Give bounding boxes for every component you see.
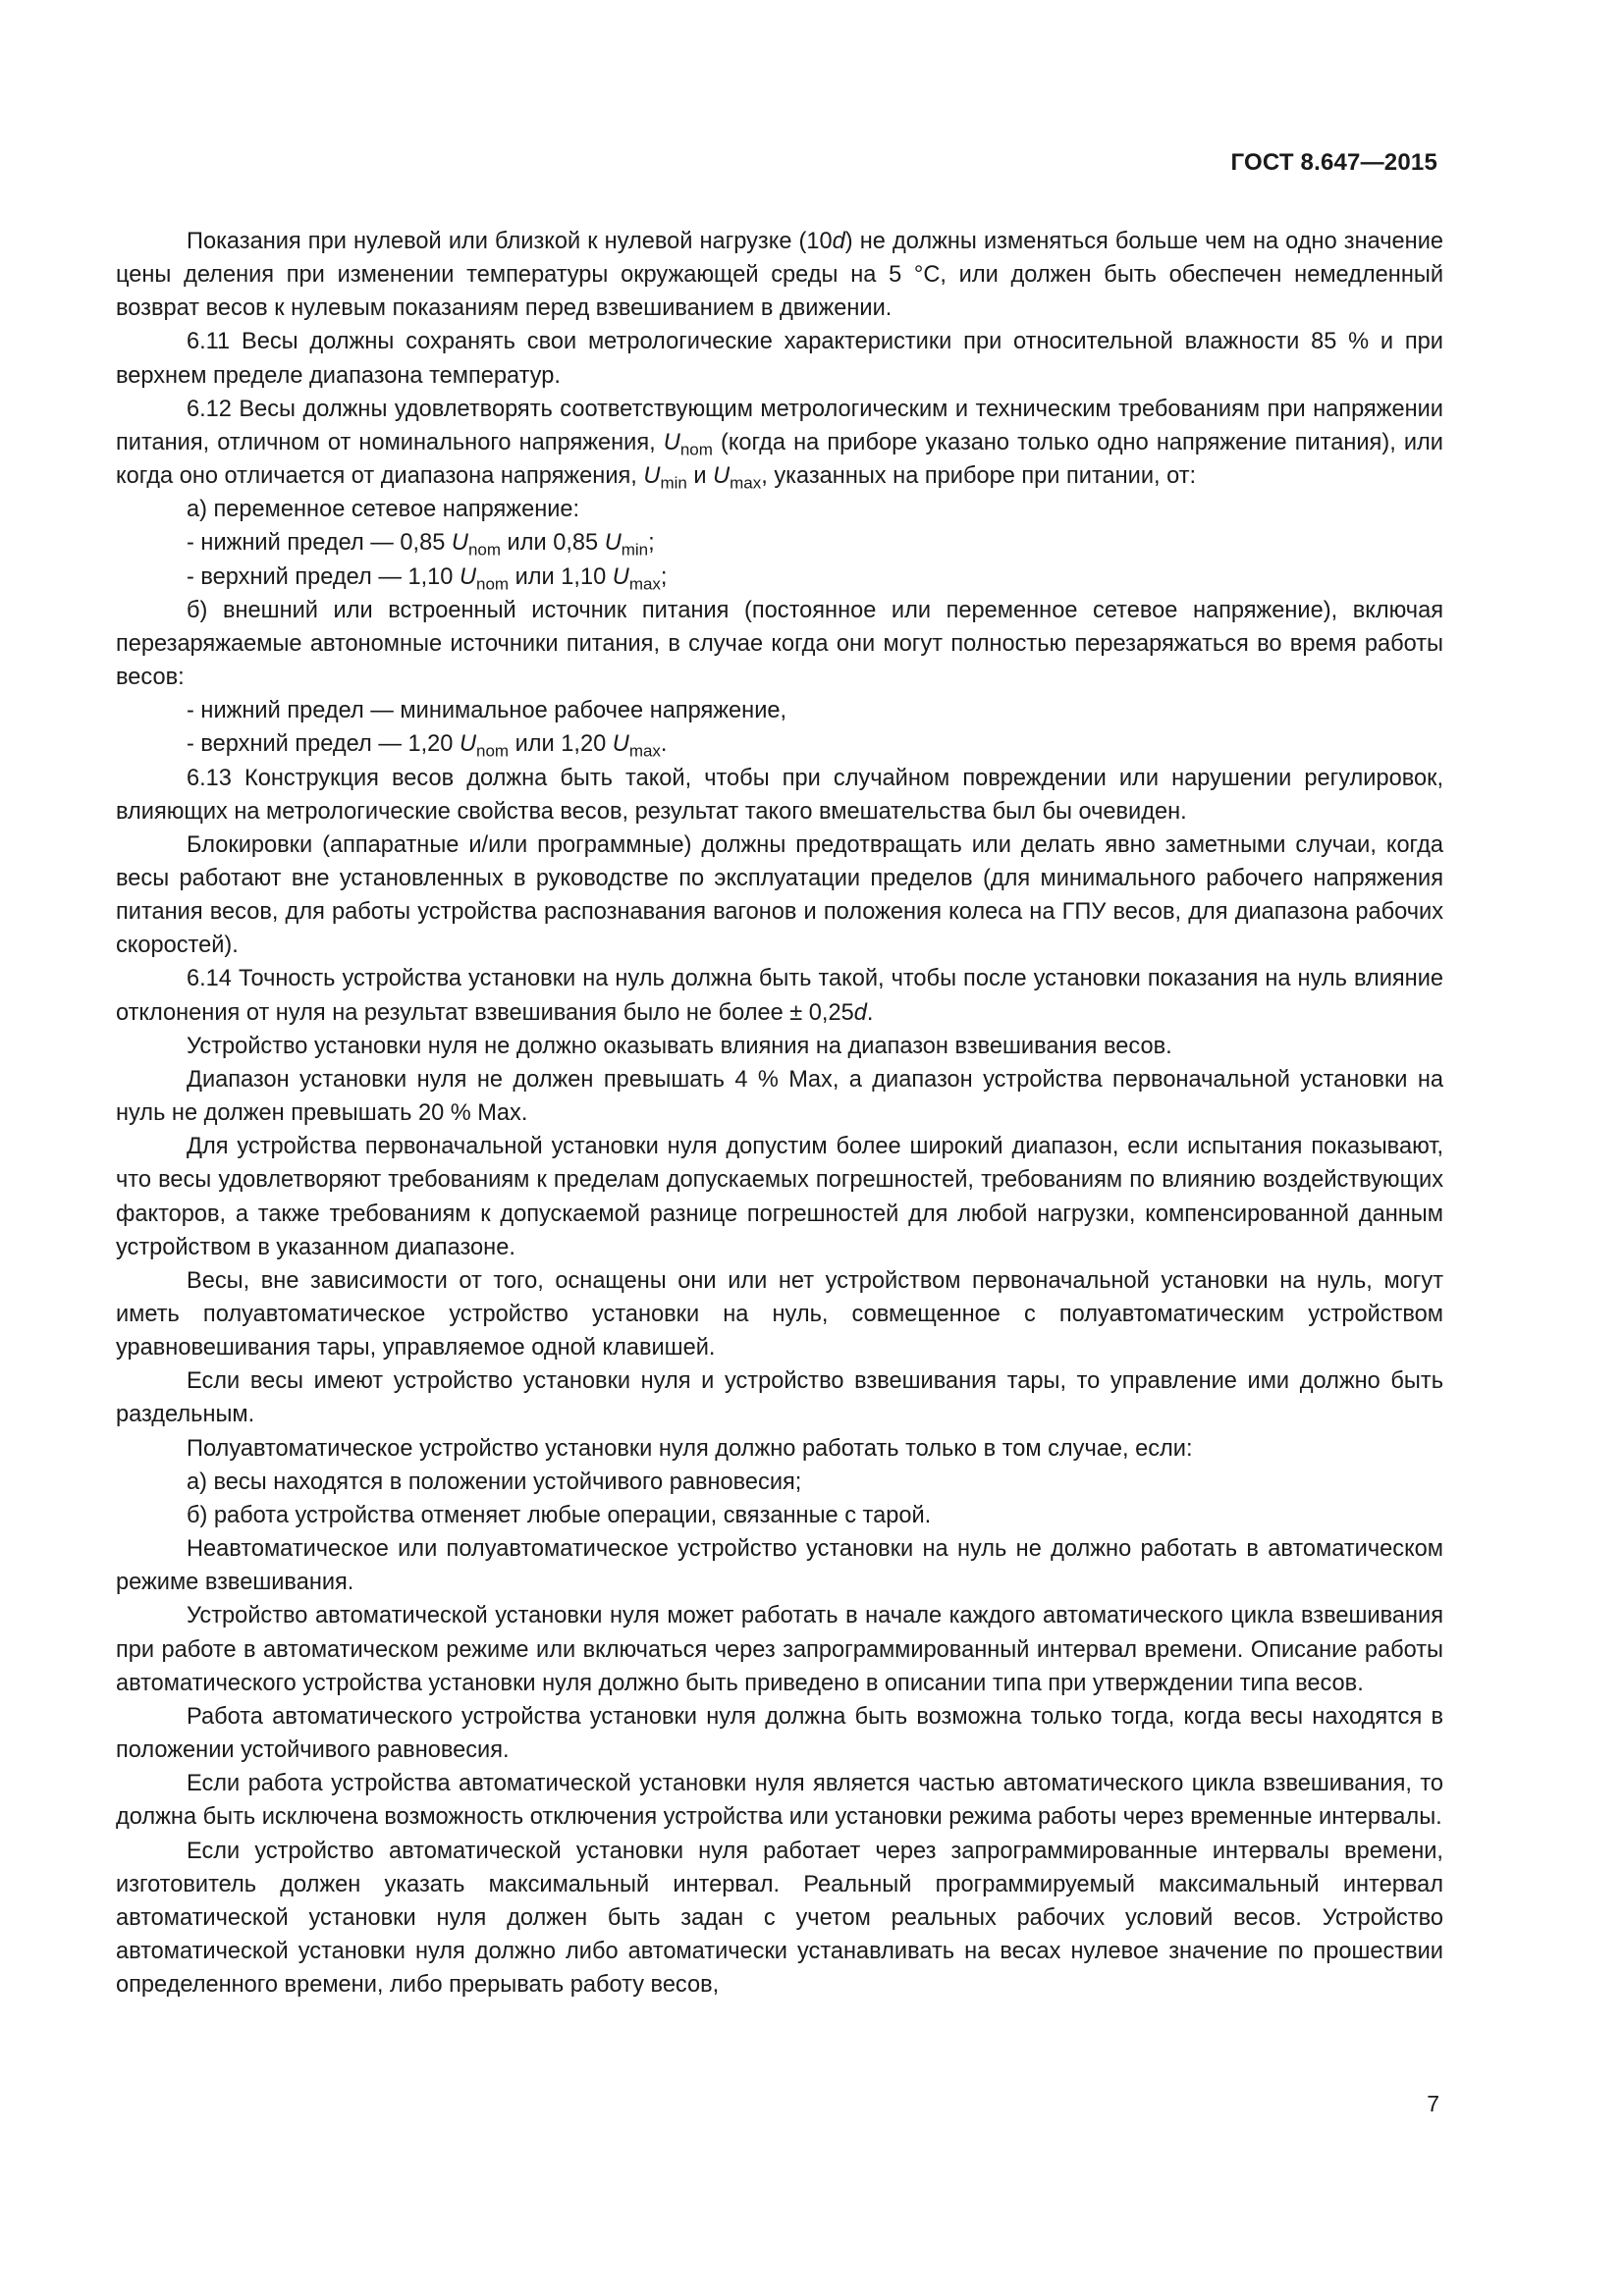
paragraph-auto-zero-cycle: Устройство автоматической установки нуля может работать в начале каждого автоматического цикла взвешивания при работе в автоматическом режиме или включаться через запрограммированный интервал времени. Описание работы автоматического устройства установки нуля должно быть приведено в описании типа при утверждении типа весов. [116, 1603, 1443, 1696]
list-item-ps-lower-limit: - нижний предел — минимальное рабочее напряжение, [187, 698, 787, 724]
paragraph-semi-auto-conditions: Полуавтоматическое устройство установки нуля должно работать только в том случае, если: [187, 1435, 1193, 1462]
clause-6-12: 6.12 Весы должны удовлетворять соответствующим метрологическим и техническим требованиям при напряжении питания, отличном от номинального напряжения, $U_{nom}$ (когда на приборе указано только одно напряжение питания), или когда оно отличается от диапазона напряжения, $U_{min}$ и $U_{max}$, указанных на приборе при питании, от: [116, 396, 1443, 493]
list-item-power-source: б) внешний или встроенный источник питания (постоянное или переменное сетевое напряжение), включая перезаряжаемые автономные источники питания, в случае когда они могут полностью перезаряжаться во время работы весов: [116, 597, 1443, 691]
list-item-cancel-tare: б) работа устройства отменяет любые операции, связанные с тарой. [187, 1502, 932, 1528]
paragraph-zero-readings: Показания при нулевой или близкой к нулевой нагрузке (10d) не должны изменяться больше чем на одно значение цены деления при изменении температуры окружающей среды на 5 °С, или должен быть обеспечен немедленный возврат весов к нулевым показаниям перед взвешиванием в движении. [116, 229, 1443, 322]
standard-id: ГОСТ 8.647—2015 [1230, 149, 1437, 176]
paragraph-zero-range: Диапазон установки нуля не должен превышать 4 % Max, а диапазон устройства первоначальной установки на нуль не должен превышать 20 % Max. [116, 1066, 1443, 1127]
clause-6-14: 6.14 Точность устройства установки на нуль должна быть такой, чтобы после установки показания на нуль влияние отклонения от нуля на результат взвешивания было не более ± 0,25d. [116, 966, 1443, 1026]
paragraph-initial-zero-range: Для устройства первоначальной установки нуля допустим более широкий диапазон, если испытания показывают, что весы удовлетворяют требованиям к пределам допускаемых погрешностей, требованиям по влиянию воздействующих факторов, а также требованиям к допускаемой разнице погрешностей для любой нагрузки, компенсированной данным устройством в указанном диапазоне. [116, 1134, 1443, 1260]
list-item-ac-voltage: а) переменное сетевое напряжение: [187, 497, 580, 523]
paragraph-zero-device-influence: Устройство установки нуля не должно оказывать влияния на диапазон взвешивания весов. [187, 1033, 1172, 1059]
paragraph-interlocks: Блокировки (аппаратные и/или программные) должны предотвращать или делать явно заметными случаи, когда весы работают вне установленных в руководстве по эксплуатации пределов (для минимального рабочего напряжения питания весов, для работы устройства распознавания вагонов и положения колеса на ГПУ весов, для диапазона рабочих скоростей). [116, 831, 1443, 959]
list-item-ac-upper-limit: - верхний предел — 1,10 $U_{nom}$ или 1,10 $U_{max}$; [187, 563, 668, 593]
list-item-stable-equilibrium: а) весы находятся в положении устойчивого равновесия; [187, 1468, 802, 1495]
clause-6-11: 6.11 Весы должны сохранять свои метрологические характеристики при относительной влажности 85 % и при верхнем пределе диапазона температур. [116, 329, 1443, 389]
page-number: 7 [1427, 2091, 1439, 2116]
body-text [116, 225, 1443, 2002]
paragraph-semi-auto-zero: Весы, вне зависимости от того, оснащены они или нет устройством первоначальной установки на нуль, могут иметь полуавтоматическое устройство установки на нуль, совмещенное с полуавтоматическим устройством уравновешивания тары, управляемое одной клавишей. [116, 1267, 1443, 1362]
paragraph-auto-zero-equilibrium: Работа автоматического устройства установки нуля должна быть возможна только тогда, когда весы находятся в положении устойчивого равновесия. [116, 1703, 1443, 1764]
paragraph-auto-zero-part-of-cycle: Если работа устройства автоматической установки нуля является частью автоматического цикла взвешивания, то должна быть исключена возможность отключения устройства или установки режима работы через временные интервалы. [116, 1771, 1443, 1831]
paragraph-separate-control: Если весы имеют устройство установки нуля и устройство взвешивания тары, то управление ими должно быть раздельным. [116, 1368, 1443, 1428]
paragraph-auto-zero-intervals: Если устройство автоматической установки нуля работает через запрограммированные интервалы времени, изготовитель должен указать максимальный интервал. Реальный программируемый максимальный интервал автоматической установки нуля должен быть задан с учетом реальных рабочих условий весов. Устройство автоматической установки нуля должно либо автоматически устанавливать на весах нулевое значение по прошествии определенного времени, либо прерывать работу весов, [116, 1838, 1443, 1999]
paragraph-non-auto-zero: Неавтоматическое или полуавтоматическое устройство установки на нуль не должно работать в автоматическом режиме взвешивания. [116, 1536, 1443, 1596]
list-item-ac-lower-limit: - нижний предел — 0,85 $U_{nom}$ или 0,85 $U_{min}$; [187, 530, 655, 560]
clause-6-13: 6.13 Конструкция весов должна быть такой, чтобы при случайном повреждении или нарушении регулировок, влияющих на метрологические свойства весов, результат такого вмешательства был бы очевиден. [116, 765, 1443, 825]
list-item-ps-upper-limit: - верхний предел — 1,20 $U_{nom}$ или 1,20 $U_{max}$. [187, 731, 668, 761]
